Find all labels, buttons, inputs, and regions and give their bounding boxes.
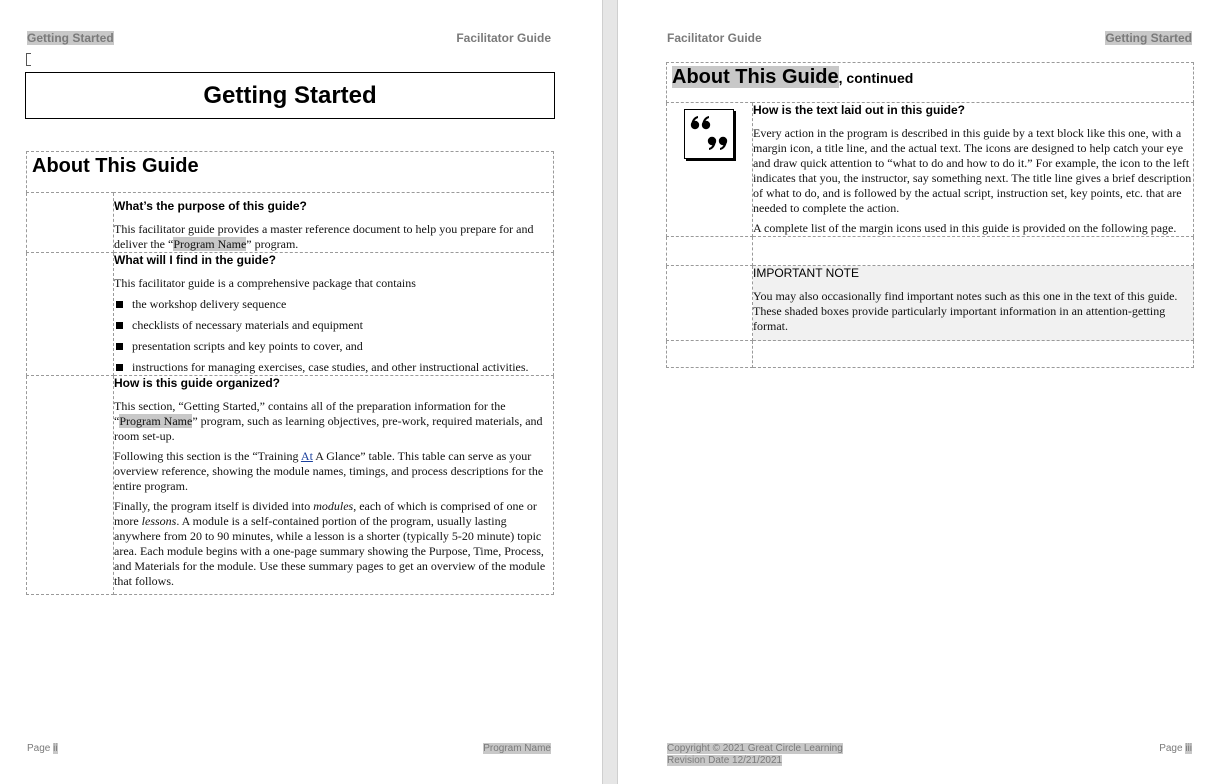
header-chapter-name: Getting Started (27, 31, 114, 45)
table-row (667, 266, 1194, 341)
footer-program-name: Program Name (483, 743, 551, 754)
block-text: Finally, the program itself is divided into modules, each of which is comprised of one or more lessons. A module is a self-contained portion of the program, usually lasting anywhere from 20 to 90 minutes, while a lesson is a shorter (typically 5-20 minute) topic area. Each module begins with a one-page summary showing the Purpose, Time, Process, and Materials for the module. Use these summary pages to get an overview of the module that follows. (114, 499, 546, 588)
important-note-cell (753, 266, 1194, 341)
spacer-cell (753, 237, 1194, 266)
note-text: You may also occasionally find important notes such as this one in the text of this guide. These shaded boxes provide particularly important information in an attention-getting format. (753, 289, 1178, 333)
block-text: This facilitator guide is a comprehensive package that contains (114, 276, 416, 290)
page-title: Getting Started (25, 72, 555, 119)
table-row (667, 103, 1194, 237)
block-text: This section, “Getting Started,” contains all of the preparation information for the “Program Name” program, such as learning objectives, pre-work, required materials, and room set-up. (114, 399, 543, 443)
note-heading: IMPORTANT NOTE (753, 266, 860, 280)
block-heading: What will I find in the guide? (114, 253, 276, 267)
margin-icon-cell (667, 103, 753, 237)
block-text: Every action in the program is described in this guide by a text block like this one, with a margin icon, a title line, and the actual text. The icons are designed to help catch your eye and draw quick attention to “what to do and how to do it.” For example, the icon to the left indicates that you, the instructor, say something next. The title line gives a brief description of what to do, and is followed by the actual script, instruction set, key points, etc. that are needed to complete the action. (753, 126, 1192, 215)
margin-cell (667, 237, 753, 266)
list-item: instructions for managing exercises, case studies, and other instructional activities. (114, 360, 553, 375)
block-text: Following this section is the “Training At A Glance” table. This table can serve as your overview reference, showing the module names, timings, and process descriptions for the entire program. (114, 449, 544, 493)
continued-label: , continued (838, 70, 914, 86)
left-page (0, 0, 603, 784)
footer-copyright: Copyright © 2021 Great Circle Learning Revision Date 12/21/2021 (667, 743, 843, 766)
block-heading: What’s the purpose of this guide? (114, 199, 307, 213)
margin-cell (667, 341, 753, 368)
footer-page-number: Page ii (27, 743, 58, 754)
guide-table-right (666, 62, 1194, 368)
contents-list (114, 297, 553, 375)
margin-cell (667, 266, 753, 341)
content-cell (753, 103, 1194, 237)
footer-page-number: Page iii (1159, 743, 1192, 754)
block-text: This facilitator guide provides a master reference document to help you prepare for and deliver the “Program Name” program. (114, 222, 534, 251)
spacer-cell (753, 341, 1194, 368)
guide-table-left (26, 151, 554, 595)
table-row (27, 376, 554, 595)
list-item: the workshop delivery sequence (114, 297, 553, 312)
block-text: A complete list of the margin icons used in this guide is provided on the following page. (753, 221, 1177, 235)
header-chapter-name: Getting Started (1105, 31, 1192, 45)
program-name-field[interactable]: Program Name (173, 237, 247, 251)
margin-cell (27, 193, 114, 253)
section-heading: About This Guide, continued (672, 66, 914, 88)
table-row (27, 193, 554, 253)
table-row (667, 341, 1194, 368)
content-cell (114, 193, 554, 253)
list-item: presentation scripts and key points to cover, and (114, 339, 553, 354)
text-cursor-bracket (26, 53, 31, 66)
margin-cell (27, 253, 114, 376)
list-item: checklists of necessary materials and equipment (114, 318, 553, 333)
section-heading: About This Guide (32, 155, 199, 177)
quote-icon (684, 109, 734, 159)
section-heading-cell (27, 152, 554, 193)
program-name-field[interactable]: Program Name (119, 414, 193, 428)
training-at-a-glance-link[interactable]: At (300, 449, 313, 463)
right-page (617, 0, 1219, 784)
header-guide-title: Facilitator Guide (456, 31, 551, 45)
margin-cell (27, 376, 114, 595)
block-heading: How is the text laid out in this guide? (753, 103, 966, 117)
content-cell (114, 253, 554, 376)
header-guide-title: Facilitator Guide (667, 31, 762, 45)
content-cell (114, 376, 554, 595)
table-row (667, 237, 1194, 266)
section-heading-cell (667, 63, 1194, 103)
table-row (27, 253, 554, 376)
quote-marks-graphic (685, 110, 733, 158)
block-heading: How is this guide organized? (114, 376, 281, 390)
